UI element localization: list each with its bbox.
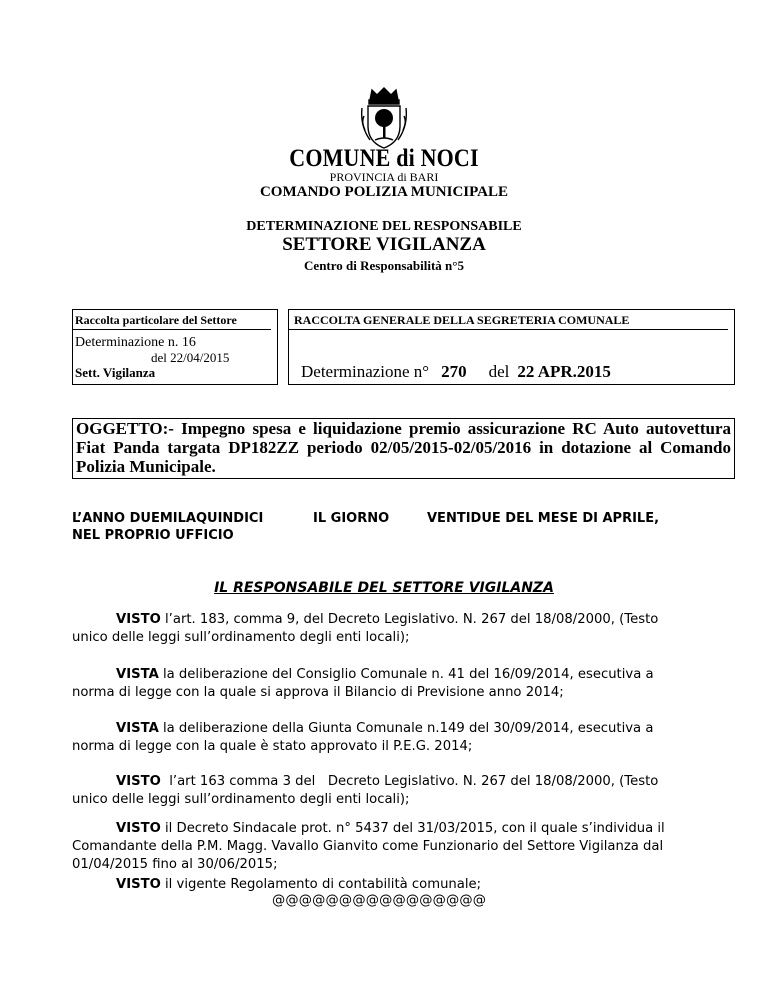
paragraph-text: la deliberazione della Giunta Comunale n.149 del 30/09/2014, esecutiva a norma di legge con la quale è stato approvato il P.E.G. 2014; <box>72 721 654 754</box>
visto-paragraph <box>72 820 697 874</box>
paragraph-text: il Decreto Sindacale prot. n° 5437 del 31/03/2015, con il quale s’individua il Comandante della P.M. Magg. Vavallo Gianvito come Funzionario del Settore Vigilanza dal 01/04/2015 fino al 30/06/2015; <box>72 821 665 872</box>
vista-paragraph <box>72 666 697 702</box>
determinazione-date: 22 APR.2015 <box>517 362 611 381</box>
paragraph-keyword: VISTA <box>116 667 159 682</box>
paragraph-keyword: VISTO <box>116 612 161 627</box>
anno-text: L’ANNO DUEMILAQUINDICI <box>72 511 264 526</box>
paragraph-keyword: VISTO <box>116 877 161 892</box>
del-label: del <box>488 362 510 381</box>
comune-name: COMUNE di NOCI <box>289 145 479 172</box>
raccolta-particolare-title: Raccolta particolare del Settore <box>73 310 271 330</box>
determinazione-number-line: Determinazione n. 16 <box>75 335 196 350</box>
determinazione-number: 270 <box>441 362 467 381</box>
raccolta-generale-box <box>288 309 735 385</box>
visto-paragraph <box>72 773 697 809</box>
determinazione-label: Determinazione n° <box>301 362 430 381</box>
comando-label: COMANDO POLIZIA MUNICIPALE <box>259 184 509 200</box>
raccolta-generale-title: RACCOLTA GENERALE DELLA SEGRETERIA COMUNALE <box>289 310 728 330</box>
settore-line: Sett. Vigilanza <box>75 365 156 380</box>
oggetto-box: OGGETTO:- Impegno spesa e liquidazione premio assicurazione RC Auto autovettura Fiat Panda targata DP182ZZ periodo 02/05/2015-02/05/2016 in dotazione al Comando Polizia Municipale. <box>72 418 735 479</box>
responsabile-heading: IL RESPONSABILE DEL SETTORE VIGILANZA <box>214 580 554 596</box>
paragraph-text: il vigente Regolamento di contabilità comunale; <box>160 877 482 892</box>
determinazione-date-line: del 22/04/2015 <box>151 350 230 365</box>
giorno-text: IL GIORNO <box>313 511 390 526</box>
mese-text: VENTIDUE DEL MESE DI APRILE, <box>427 511 660 526</box>
raccolta-particolare-box <box>72 309 278 385</box>
determinazione-heading: DETERMINAZIONE DEL RESPONSABILE <box>246 219 522 234</box>
paragraph-keyword: VISTA <box>116 721 159 736</box>
settore-heading: SETTORE VIGILANZA <box>282 234 486 255</box>
paragraph-text: l’art 163 comma 3 del Decreto Legislativo. N. 267 del 18/08/2000, (Testo unico delle leggi sull’ordinamento degli enti locali); <box>72 774 663 807</box>
vista-paragraph <box>72 720 697 756</box>
determinazione-registro-row <box>301 362 611 382</box>
separator-line: @@@@@@@@@@@@@@@@ <box>272 893 487 908</box>
paragraph-keyword: VISTO <box>116 774 161 789</box>
paragraph-keyword: VISTO <box>116 821 161 836</box>
paragraph-text: l’art. 183, comma 9, del Decreto Legislativo. N. 267 del 18/08/2000, (Testo unico delle leggi sull’ordinamento degli enti locali); <box>72 612 659 645</box>
ufficio-text: NEL PROPRIO UFFICIO <box>72 528 234 543</box>
centro-responsabilita: Centro di Responsabilità n°5 <box>304 258 464 273</box>
coat-of-arms-logo <box>358 86 410 150</box>
visto-paragraph <box>72 611 697 647</box>
provincia-label: PROVINCIA di BARI <box>329 170 439 184</box>
paragraph-text: la deliberazione del Consiglio Comunale n. 41 del 16/09/2014, esecutiva a norma di legge con la quale si approva il Bilancio di Previsione anno 2014; <box>72 667 654 700</box>
